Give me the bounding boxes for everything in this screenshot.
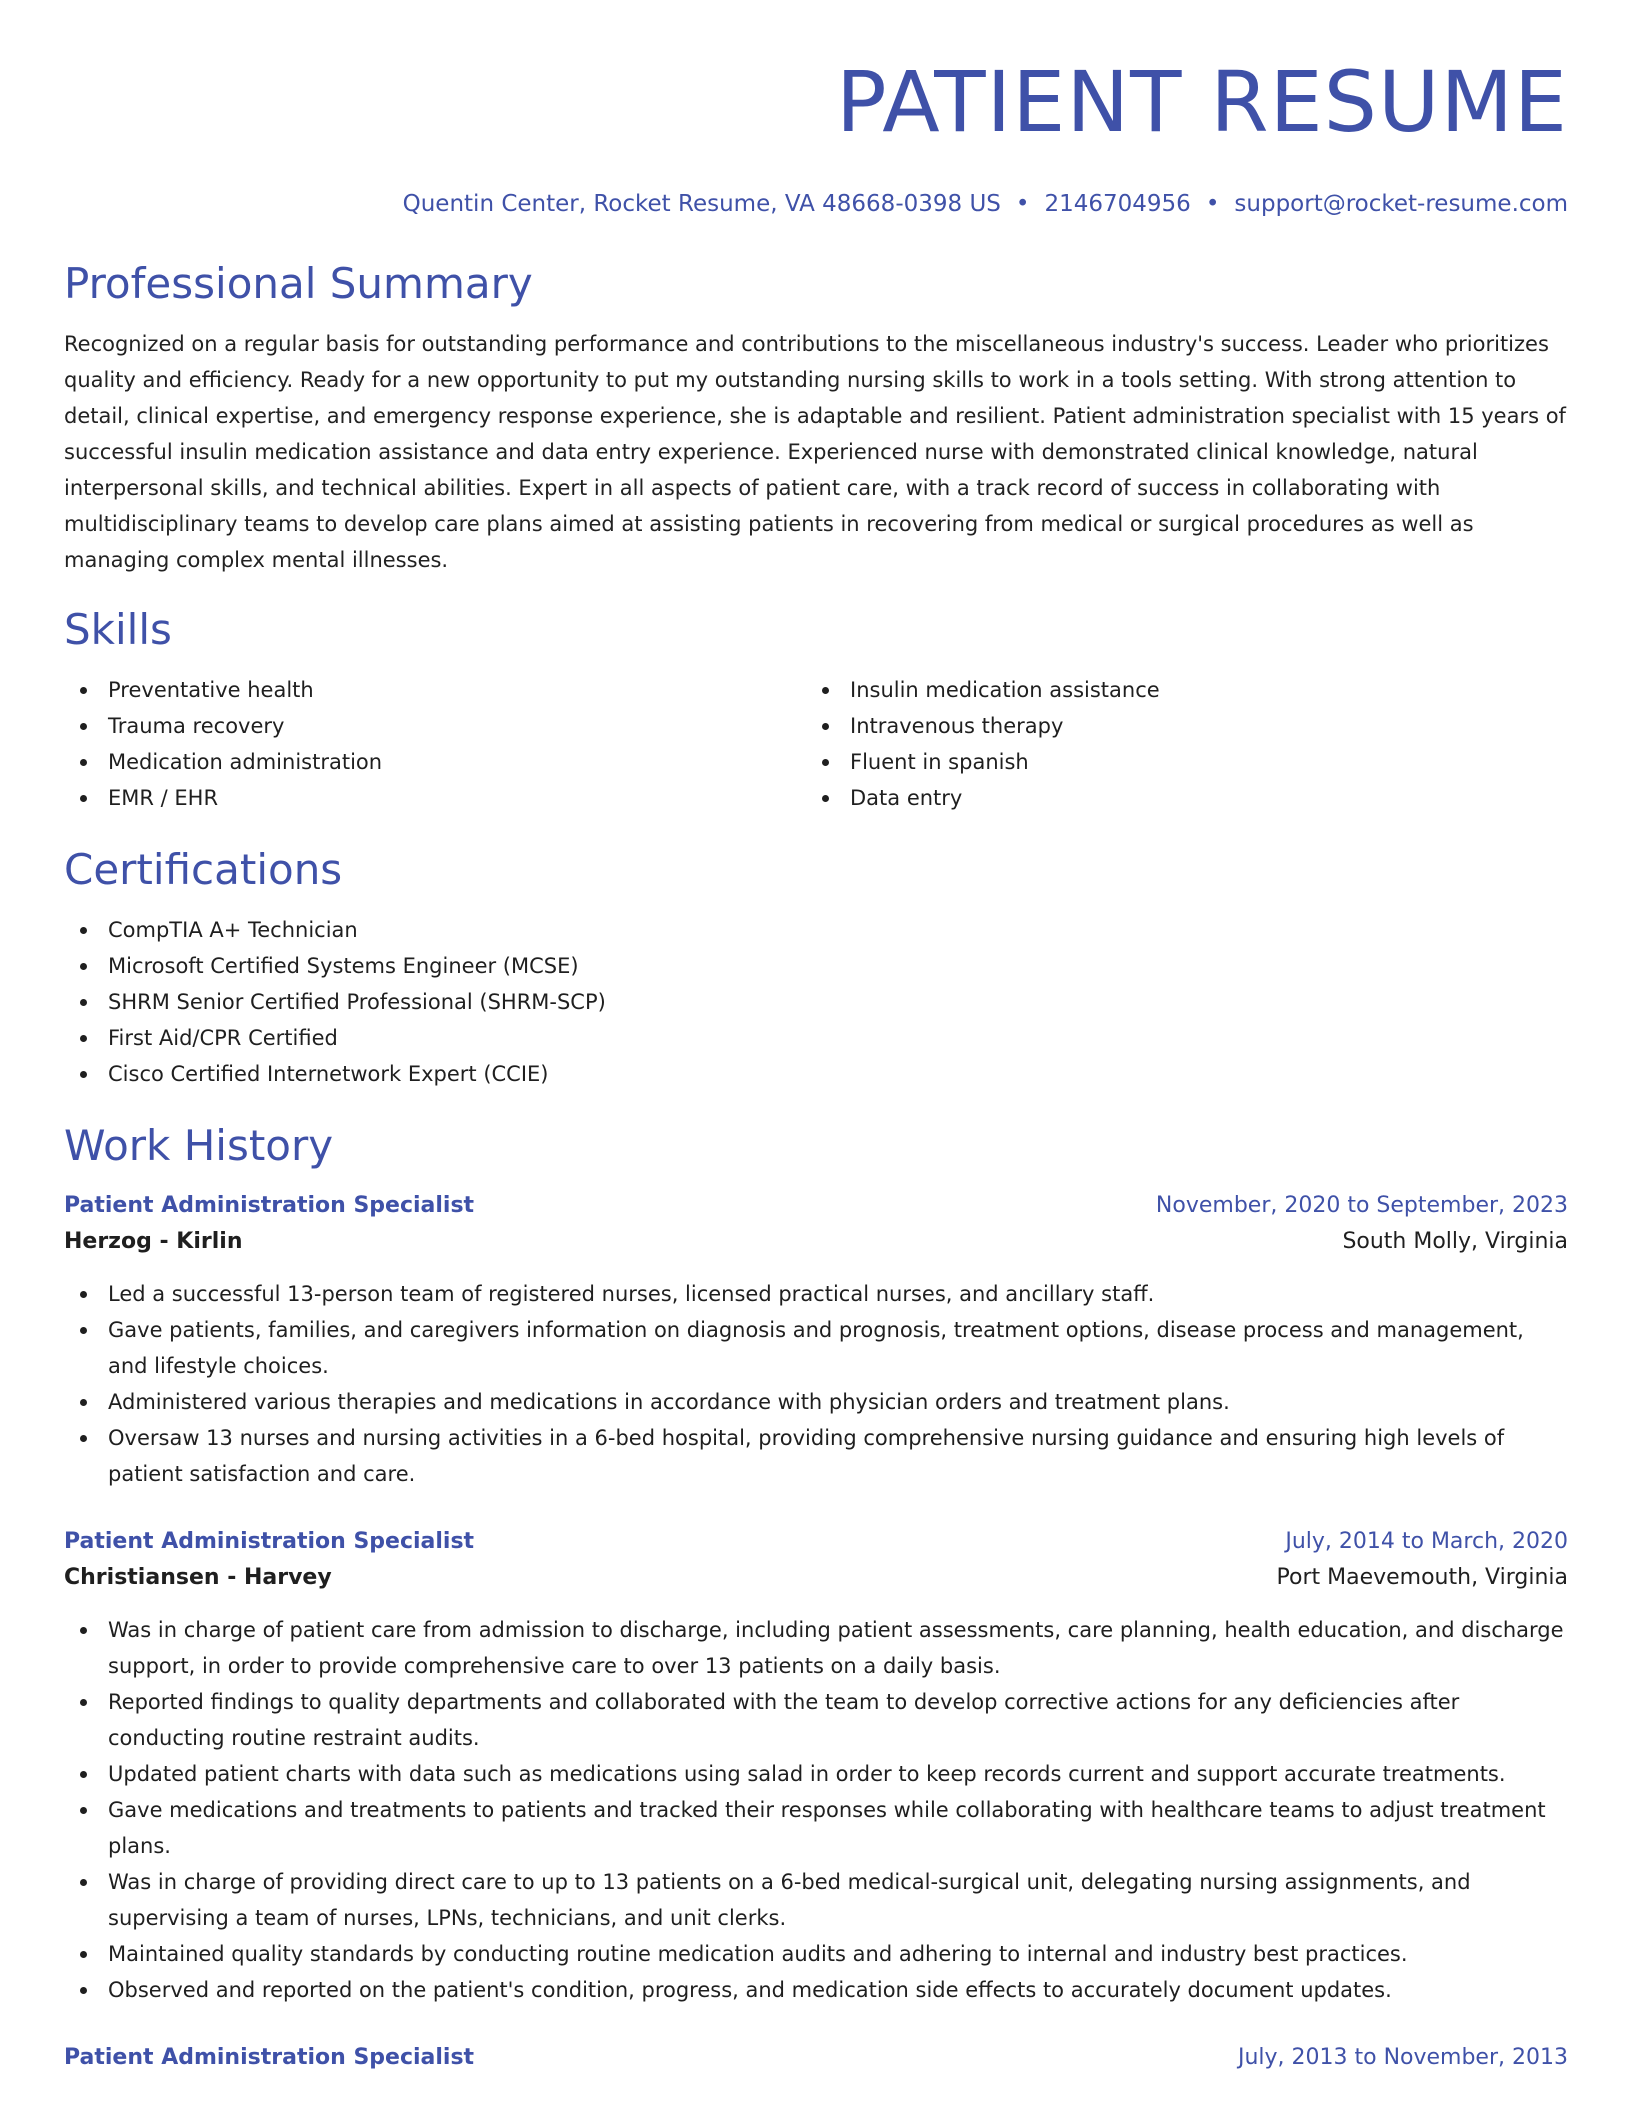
skill-item: EMR / EHR xyxy=(64,780,806,816)
certification-item: First Aid/CPR Certified xyxy=(64,1020,1568,1056)
job-duty: Observed and reported on the patient's condition, progress, and medication side effects to accurately document updates. xyxy=(64,1972,1568,2008)
certification-item: SHRM Senior Certified Professional (SHRM-SCP) xyxy=(64,984,1568,1020)
contact-email: support@rocket-resume.com xyxy=(1234,191,1568,217)
section-title-work-history: Work History xyxy=(64,1121,334,1170)
job-title: Patient Administration Specialist xyxy=(64,1529,475,1554)
job-title: Patient Administration Specialist xyxy=(64,2045,475,2070)
section-title-summary: Professional Summary xyxy=(64,259,533,308)
job-duty: Gave patients, families, and caregivers information on diagnosis and prognosis, treatment options, disease process and management, and lifestyle choices. xyxy=(64,1312,1568,1384)
job-duties-list xyxy=(64,1612,1568,2008)
job-duty: Was in charge of patient care from admission to discharge, including patient assessments, care planning, health education, and discharge support, in order to provide comprehensive care to over 13 patients on a daily basis. xyxy=(64,1612,1568,1684)
job-duty: Was in charge of providing direct care to up to 13 patients on a 6-bed medical-surgical unit, delegating nursing assignments, and supervising a team of nurses, LPNs, technicians, and unit clerks. xyxy=(64,1864,1568,1936)
skill-item: Insulin medication assistance xyxy=(806,672,1548,708)
contact-separator: • xyxy=(1205,191,1220,217)
job-duty: Administered various therapies and medications in accordance with physician orders and treatment plans. xyxy=(64,1384,1568,1420)
skills-list-left xyxy=(64,672,806,816)
job-dates: November, 2020 to September, 2023 xyxy=(1155,1193,1568,1218)
job-entry xyxy=(64,1524,1568,2008)
contact-line xyxy=(64,190,1568,218)
summary-text: Recognized on a regular basis for outstanding performance and contributions to the miscellaneous industry's success. Leader who prioritizes quality and efficiency. Ready for a new opportunity to put my outstanding nursing skills to work in a tools setting. With strong attention to detail, clinical expertise, and emergency response experience, she is adaptable and resilient. Patient administration specialist with 15 years of successful insulin medication assistance and data entry experience. Experienced nurse with demonstrated clinical knowledge, natural interpersonal skills, and technical abilities. Expert in all aspects of patient care, with a track record of success in collaborating with multidisciplinary teams to develop care plans aimed at assisting patients in recovering from medical or surgical procedures as well as managing complex mental illnesses. xyxy=(64,332,1566,572)
job-dates: July, 2013 to November, 2013 xyxy=(1237,2045,1568,2070)
job-duty: Updated patient charts with data such as medications using salad in order to keep records current and support accurate treatments. xyxy=(64,1756,1568,1792)
job-company: Herzog - Kirlin xyxy=(64,1229,243,1254)
job-duty: Maintained quality standards by conducting routine medication audits and adhering to internal and industry best practices. xyxy=(64,1936,1568,1972)
section-title-certifications: Certifications xyxy=(64,845,343,894)
resume-page xyxy=(64,0,1568,2076)
contact-phone: 2146704956 xyxy=(1044,191,1191,217)
job-location: South Molly, Virginia xyxy=(1342,1229,1568,1254)
job-company: Christiansen - Harvey xyxy=(64,1565,332,1590)
job-duties-list xyxy=(64,1276,1568,1492)
contact-address: Quentin Center, Rocket Resume, VA 48668-0398 US xyxy=(402,191,1001,217)
certification-item: CompTIA A+ Technician xyxy=(64,912,1568,948)
job-location: Port Maevemouth, Virginia xyxy=(1276,1565,1568,1590)
skill-item: Data entry xyxy=(806,780,1548,816)
job-title: Patient Administration Specialist xyxy=(64,1193,475,1218)
contact-separator: • xyxy=(1015,191,1030,217)
section-title-skills: Skills xyxy=(64,605,172,654)
skill-item: Medication administration xyxy=(64,744,806,780)
job-duty: Gave medications and treatments to patients and tracked their responses while collaborating with healthcare teams to adjust treatment plans. xyxy=(64,1792,1568,1864)
skill-item: Trauma recovery xyxy=(64,708,806,744)
job-duty: Oversaw 13 nurses and nursing activities in a 6-bed hospital, providing comprehensive nursing guidance and ensuring high levels of patient satisfaction and care. xyxy=(64,1420,1568,1492)
certifications-list xyxy=(64,912,1568,1092)
skills-list-right xyxy=(806,672,1548,816)
certification-item: Cisco Certified Internetwork Expert (CCIE) xyxy=(64,1056,1568,1092)
skill-item: Intravenous therapy xyxy=(806,708,1548,744)
skill-item: Fluent in spanish xyxy=(806,744,1548,780)
job-entry xyxy=(64,2040,1568,2076)
certification-item: Microsoft Certified Systems Engineer (MCSE) xyxy=(64,948,1568,984)
job-duty: Reported findings to quality departments and collaborated with the team to develop corrective actions for any deficiencies after conducting routine restraint audits. xyxy=(64,1684,1568,1756)
job-entry xyxy=(64,1188,1568,1492)
job-dates: July, 2014 to March, 2020 xyxy=(1285,1529,1568,1554)
skill-item: Preventative health xyxy=(64,672,806,708)
resume-header xyxy=(64,0,1568,218)
skills-grid xyxy=(64,672,1568,816)
resume-name: PATIENT RESUME xyxy=(835,53,1568,151)
job-duty: Led a successful 13-person team of registered nurses, licensed practical nurses, and ancillary staff. xyxy=(64,1276,1568,1312)
